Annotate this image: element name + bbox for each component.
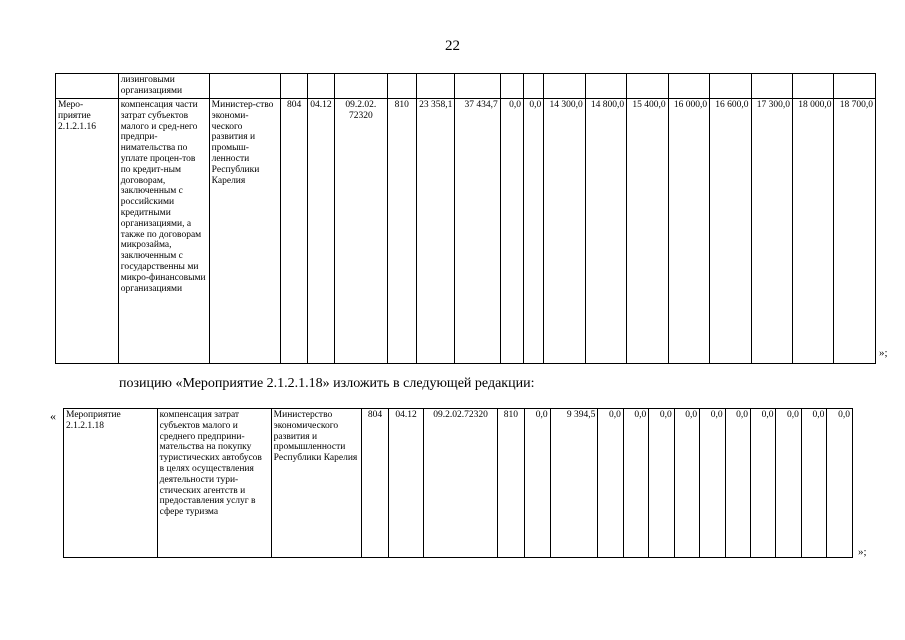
value-cell: 37 434,7 bbox=[455, 99, 500, 364]
value-cell: 0,0 bbox=[751, 409, 776, 558]
value-cell: 16 600,0 bbox=[710, 99, 751, 364]
table-cell bbox=[335, 74, 388, 99]
table-row bbox=[56, 99, 876, 364]
page-number: 22 bbox=[445, 38, 460, 54]
table-cell bbox=[281, 74, 307, 99]
grbs-cell: 804 bbox=[281, 99, 307, 364]
table-row bbox=[56, 74, 876, 99]
table-cell: лизинговыми организациями bbox=[118, 74, 209, 99]
value-cell: 23 358,1 bbox=[416, 99, 454, 364]
value-cell: 0,0 bbox=[827, 409, 853, 558]
vr-cell: 810 bbox=[387, 99, 416, 364]
value-cell: 17 300,0 bbox=[751, 99, 792, 364]
executor-cell: Министерство экономического развития и промышленности Республики Карелия bbox=[271, 409, 362, 558]
table-cell bbox=[387, 74, 416, 99]
measure-code-cell: Мероприятие 2.1.2.1.18 bbox=[64, 409, 158, 558]
table-cell bbox=[56, 74, 119, 99]
table-cell bbox=[834, 74, 876, 99]
value-cell: 14 800,0 bbox=[585, 99, 626, 364]
value-cell: 18 000,0 bbox=[792, 99, 833, 364]
value-cell: 15 400,0 bbox=[627, 99, 668, 364]
closing-quote: »; bbox=[858, 546, 867, 558]
rzpr-cell: 04.12 bbox=[307, 99, 334, 364]
value-cell: 14 300,0 bbox=[544, 99, 585, 364]
measure-description-cell: компенсация затрат субъектов малого и среднего предприни-мательства на покупку туристических автобусов в целях осуществления деятельности тури-стических агентств и предоставления услуг в сфере туризма bbox=[157, 409, 271, 558]
table-cell bbox=[307, 74, 334, 99]
value-cell: 0,0 bbox=[524, 99, 544, 364]
value-cell: 0,0 bbox=[649, 409, 674, 558]
budget-table-continued bbox=[55, 73, 876, 364]
value-cell: 9 394,5 bbox=[550, 409, 598, 558]
table-cell bbox=[668, 74, 709, 99]
table-cell bbox=[544, 74, 585, 99]
csr-cell: 09.2.02. 72320 bbox=[335, 99, 388, 364]
value-cell: 0,0 bbox=[525, 409, 550, 558]
value-cell: 0,0 bbox=[776, 409, 801, 558]
value-cell: 0,0 bbox=[598, 409, 623, 558]
executor-cell: Министер-ство экономи-ческого развития и промыш-ленности Республики Карелия bbox=[209, 99, 281, 364]
table-cell bbox=[751, 74, 792, 99]
vr-cell: 810 bbox=[497, 409, 524, 558]
value-cell: 0,0 bbox=[725, 409, 750, 558]
table-cell bbox=[524, 74, 544, 99]
table-cell bbox=[627, 74, 668, 99]
measure-code-cell: Меро-приятие 2.1.2.1.16 bbox=[56, 99, 119, 364]
table-cell bbox=[455, 74, 500, 99]
table-cell bbox=[500, 74, 523, 99]
value-cell: 0,0 bbox=[801, 409, 826, 558]
value-cell: 0,0 bbox=[500, 99, 523, 364]
table-row bbox=[64, 409, 853, 558]
table-cell bbox=[416, 74, 454, 99]
table-cell bbox=[209, 74, 281, 99]
table-cell bbox=[792, 74, 833, 99]
instruction-text: позицию «Мероприятие 2.1.2.1.18» изложить в следующей редакции: bbox=[119, 376, 535, 391]
value-cell: 18 700,0 bbox=[834, 99, 876, 364]
rzpr-cell: 04.12 bbox=[388, 409, 424, 558]
budget-table-new-wording bbox=[63, 408, 853, 558]
measure-description-cell: компенсация части затрат субъектов малого и сред-него предпри-нимательства по уплате процен-тов по кредит-ным договорам, заключенным с российскими кредитными организациями, а также по договорам микрозайма, заключенным с государственны ми микро-финансовыми организациями bbox=[118, 99, 209, 364]
closing-quote: »; bbox=[879, 347, 888, 359]
table-cell bbox=[585, 74, 626, 99]
table-cell bbox=[710, 74, 751, 99]
value-cell: 16 000,0 bbox=[668, 99, 709, 364]
value-cell: 0,0 bbox=[700, 409, 725, 558]
csr-cell: 09.2.02.72320 bbox=[424, 409, 497, 558]
value-cell: 0,0 bbox=[674, 409, 699, 558]
grbs-cell: 804 bbox=[362, 409, 388, 558]
opening-quote: « bbox=[50, 409, 56, 423]
value-cell: 0,0 bbox=[623, 409, 648, 558]
